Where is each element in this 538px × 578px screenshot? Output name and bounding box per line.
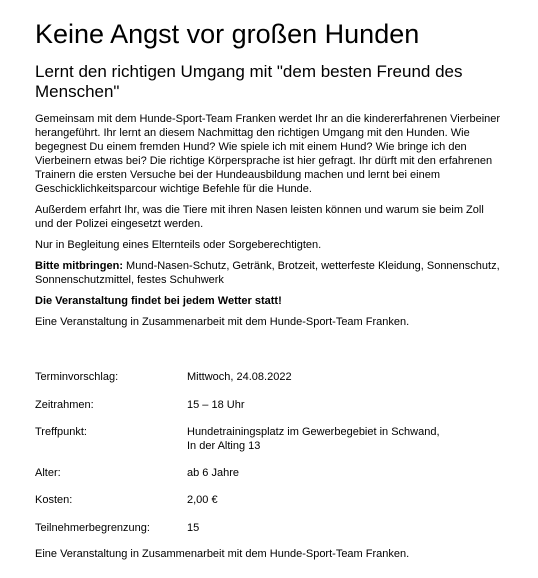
bring-items: Mund-Nasen-Schutz, Getränk, Brotzeit, wetterfeste Kleidung, Sonnenschutz, Sonnenschutzmittel, festes Schuhwerk xyxy=(35,260,500,286)
escort-paragraph: Nur in Begleitung eines Elternteils oder Sorgeberechtigten. xyxy=(35,239,322,251)
noses-paragraph: Außerdem erfahrt Ihr, was die Tiere mit ihren Nasen leisten können und warum sie beim Zoll und der Polizei eingesetzt werden. xyxy=(35,204,484,230)
description xyxy=(35,112,505,336)
cooperation-paragraph: Eine Veranstaltung in Zusammenarbeit mit dem Hunde-Sport-Team Franken. xyxy=(35,316,410,328)
detail-label: Kosten: xyxy=(35,494,73,506)
location-line-2: In der Alting 13 xyxy=(187,440,261,452)
bring-label: Bitte mitbringen: xyxy=(35,260,123,272)
detail-value: ab 6 Jahre xyxy=(187,467,239,479)
location-line-1: Hundetrainingsplatz im Gewerbegebiet in Schwand, xyxy=(187,426,440,438)
bring-paragraph xyxy=(35,259,505,287)
detail-label: Teilnehmerbegrenzung: xyxy=(35,522,150,534)
detail-value: 2,00 € xyxy=(187,494,218,506)
detail-value xyxy=(187,425,497,453)
detail-value: 15 – 18 Uhr xyxy=(187,399,245,411)
page-subtitle: Lernt den richtigen Umgang mit "dem besten Freund des Menschen" xyxy=(35,62,463,101)
detail-label: Terminvorschlag: xyxy=(35,371,119,383)
footer-note: Eine Veranstaltung in Zusammenarbeit mit dem Hunde-Sport-Team Franken. xyxy=(35,548,410,560)
detail-label: Zeitrahmen: xyxy=(35,399,94,411)
weather-notice: Die Veranstaltung findet bei jedem Wetter statt! xyxy=(35,295,282,307)
detail-label: Alter: xyxy=(35,467,61,479)
detail-value: 15 xyxy=(187,522,200,534)
detail-value: Mittwoch, 24.08.2022 xyxy=(187,371,292,383)
page-title: Keine Angst vor großen Hunden xyxy=(35,19,420,49)
detail-label: Treffpunkt: xyxy=(35,426,87,438)
intro-paragraph: Gemeinsam mit dem Hunde-Sport-Team Franken werdet Ihr an die kindererfahrenen Vierbeiner herangeführt. Ihr lernt an diesem Nachmittag den richtigen Umgang mit den Hunden. Wie begegnest Du einem fremden Hund? Wie spiele ich mit einem Hund? Wie bringe ich den Vierbeinern etwas bei? Die richtige Körpersprache ist hier gefragt. Ihr dürft mit den erfahrenen Trainern die ersten Versuche bei der Hundeausbildung machen und lernt bei einem Geschicklichkeitsparcour wichtige Befehle für die Hunde. xyxy=(35,113,501,195)
